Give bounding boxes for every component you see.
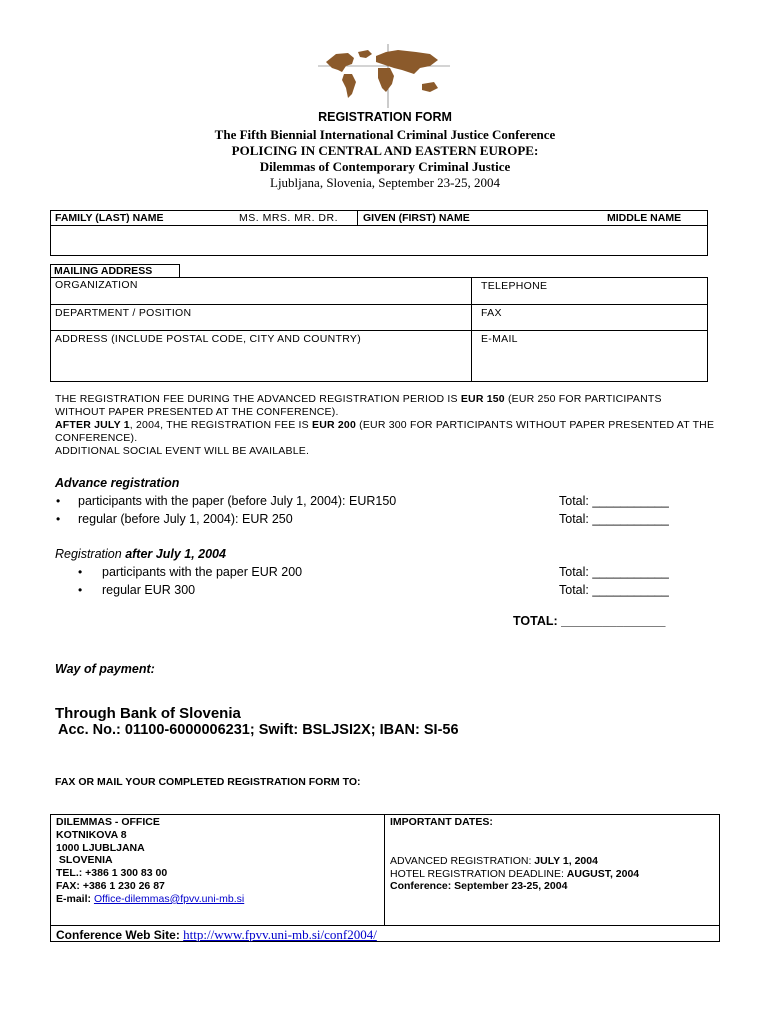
fee-amount: EUR 200 (312, 419, 357, 431)
organization-field[interactable]: ORGANIZATION (55, 279, 138, 291)
total-field[interactable]: Total: ___________ (559, 583, 669, 597)
middle-name-label: MIDDLE NAME (607, 212, 682, 224)
mailing-row-divider (51, 304, 707, 305)
office-line: SLOVENIA (56, 854, 113, 867)
important-dates (390, 816, 639, 893)
website-label: Conference Web Site (56, 928, 176, 942)
form-title: REGISTRATION FORM (318, 110, 452, 124)
website-link[interactable]: http://www.fpvv.uni-mb.si/conf2004/ (183, 927, 377, 942)
family-name-label: FAMILY (LAST) NAME (55, 212, 164, 224)
office-line: KOTNIKOVA 8 (56, 828, 127, 841)
fee-paragraph-advance (55, 393, 715, 419)
bank-name: Through Bank of Slovenia (55, 705, 241, 722)
date-label: ADVANCED REGISTRATION: (390, 854, 535, 867)
late-heading-text: Registration (55, 547, 126, 561)
fax-field[interactable]: FAX (481, 307, 502, 319)
dates-spacer (390, 829, 639, 855)
website-line: Conference Web Site: http://www.fpvv.uni-mb.si/conf2004/ (56, 927, 377, 942)
name-box (50, 210, 708, 256)
dates-heading: IMPORTANT DATES: (390, 816, 493, 828)
late-item-paper: participants with the paper EUR 200 (102, 565, 303, 579)
conference-heading (0, 127, 770, 175)
date-label: HOTEL REGISTRATION DEADLINE: (390, 867, 567, 880)
department-field[interactable]: DEPARTMENT / POSITION (55, 307, 192, 319)
office-address (56, 816, 244, 906)
name-box-header (51, 211, 707, 226)
fee-text: THE REGISTRATION FEE DURING THE ADVANCED REGISTRATION PERIOD IS (55, 393, 461, 405)
fee-amount: EUR 150 (460, 393, 505, 405)
world-map-logo (318, 44, 450, 108)
conference-dates: Conference: September 23-25, 2004 (390, 880, 568, 893)
contact-box (50, 814, 720, 942)
address-field[interactable]: ADDRESS (INCLUDE POSTAL CODE, CITY AND COUNTRY) (55, 333, 362, 345)
office-line: TEL.: +386 1 300 83 00 (56, 867, 168, 880)
date-value: AUGUST, 2004 (566, 867, 640, 880)
conference-name: The Fifth Biennial International Criminal Justice Conference (214, 127, 556, 142)
total-field[interactable]: Total: ___________ (559, 494, 669, 508)
total-field[interactable]: Total: ___________ (559, 512, 669, 526)
late-item-regular: regular EUR 300 (102, 583, 196, 597)
bank-account: Acc. No.: 01100-6000006231; Swift: BSLJSI2X; IBAN: SI-56 (58, 722, 459, 738)
advance-item-paper: participants with the paper (before July 1, 2004): EUR150 (78, 494, 397, 508)
conference-theme: POLICING IN CENTRAL AND EASTERN EUROPE: (231, 143, 539, 158)
telephone-field[interactable]: TELEPHONE (481, 280, 548, 292)
fee-date: AFTER JULY 1 (55, 419, 130, 431)
mailing-address-box (50, 277, 708, 382)
office-line: DILEMMAS - OFFICE (56, 816, 160, 828)
payment-label: Way of payment: (55, 662, 155, 676)
office-line: 1000 LJUBLJANA (56, 841, 145, 854)
total-field[interactable]: Total: ___________ (559, 565, 669, 579)
given-name-label: GIVEN (FIRST) NAME (363, 212, 470, 224)
conference-subtitle: Dilemmas of Contemporary Criminal Justice (259, 159, 511, 174)
fee-text: (EUR 250 FOR PARTICIPANTS WITHOUT PAPER PRESENTED AT THE CONFERENCE). (55, 393, 662, 418)
mailing-address-tab: MAILING ADDRESS (50, 264, 180, 278)
email-field[interactable]: E-MAIL (481, 333, 518, 345)
fee-information (55, 393, 715, 458)
social-event-note: ADDITIONAL SOCIAL EVENT WILL BE AVAILABLE. (55, 445, 310, 457)
date-value: JULY 1, 2004 (534, 854, 598, 867)
fee-text: , 2004, THE REGISTRATION FEE IS (129, 419, 312, 431)
bullet-icon: • (56, 494, 61, 508)
email-label: E-mail (56, 892, 88, 905)
fee-paragraph-late (55, 419, 715, 445)
name-divider (357, 211, 358, 225)
office-email-link[interactable]: Office-dilemmas@fpvv.uni-mb.si (93, 892, 245, 905)
contact-divider (384, 815, 385, 925)
bullet-icon: • (56, 512, 61, 526)
name-entry-field[interactable] (51, 226, 707, 255)
advance-item-regular: regular (before July 1, 2004): EUR 250 (78, 512, 293, 526)
late-heading-date: after July 1, 2004 (125, 547, 226, 561)
grand-total-field[interactable]: TOTAL: _______________ (513, 614, 666, 628)
fax-instructions: FAX OR MAIL YOUR COMPLETED REGISTRATION FORM TO: (55, 776, 361, 788)
fee-text: (EUR 300 FOR PARTICIPANTS WITHOUT PAPER PRESENTED AT THE CONFERENCE). (55, 419, 715, 444)
conference-place-date: Ljubljana, Slovenia, September 23-25, 2004 (270, 175, 500, 190)
mailing-row-divider (51, 330, 707, 331)
advance-registration-heading: Advance registration (55, 476, 180, 490)
contact-divider (51, 925, 719, 926)
office-email-line: E-mail: Office-dilemmas@fpvv.uni-mb.si (56, 892, 245, 905)
title-options[interactable]: MS. MRS. MR. DR. (239, 212, 338, 224)
hotel-registration-date (390, 868, 639, 881)
advanced-registration-date (390, 855, 639, 868)
bullet-icon: • (78, 583, 83, 597)
late-registration-heading (55, 547, 226, 561)
bullet-icon: • (78, 565, 83, 579)
office-line: FAX: +386 1 230 26 87 (56, 879, 165, 892)
